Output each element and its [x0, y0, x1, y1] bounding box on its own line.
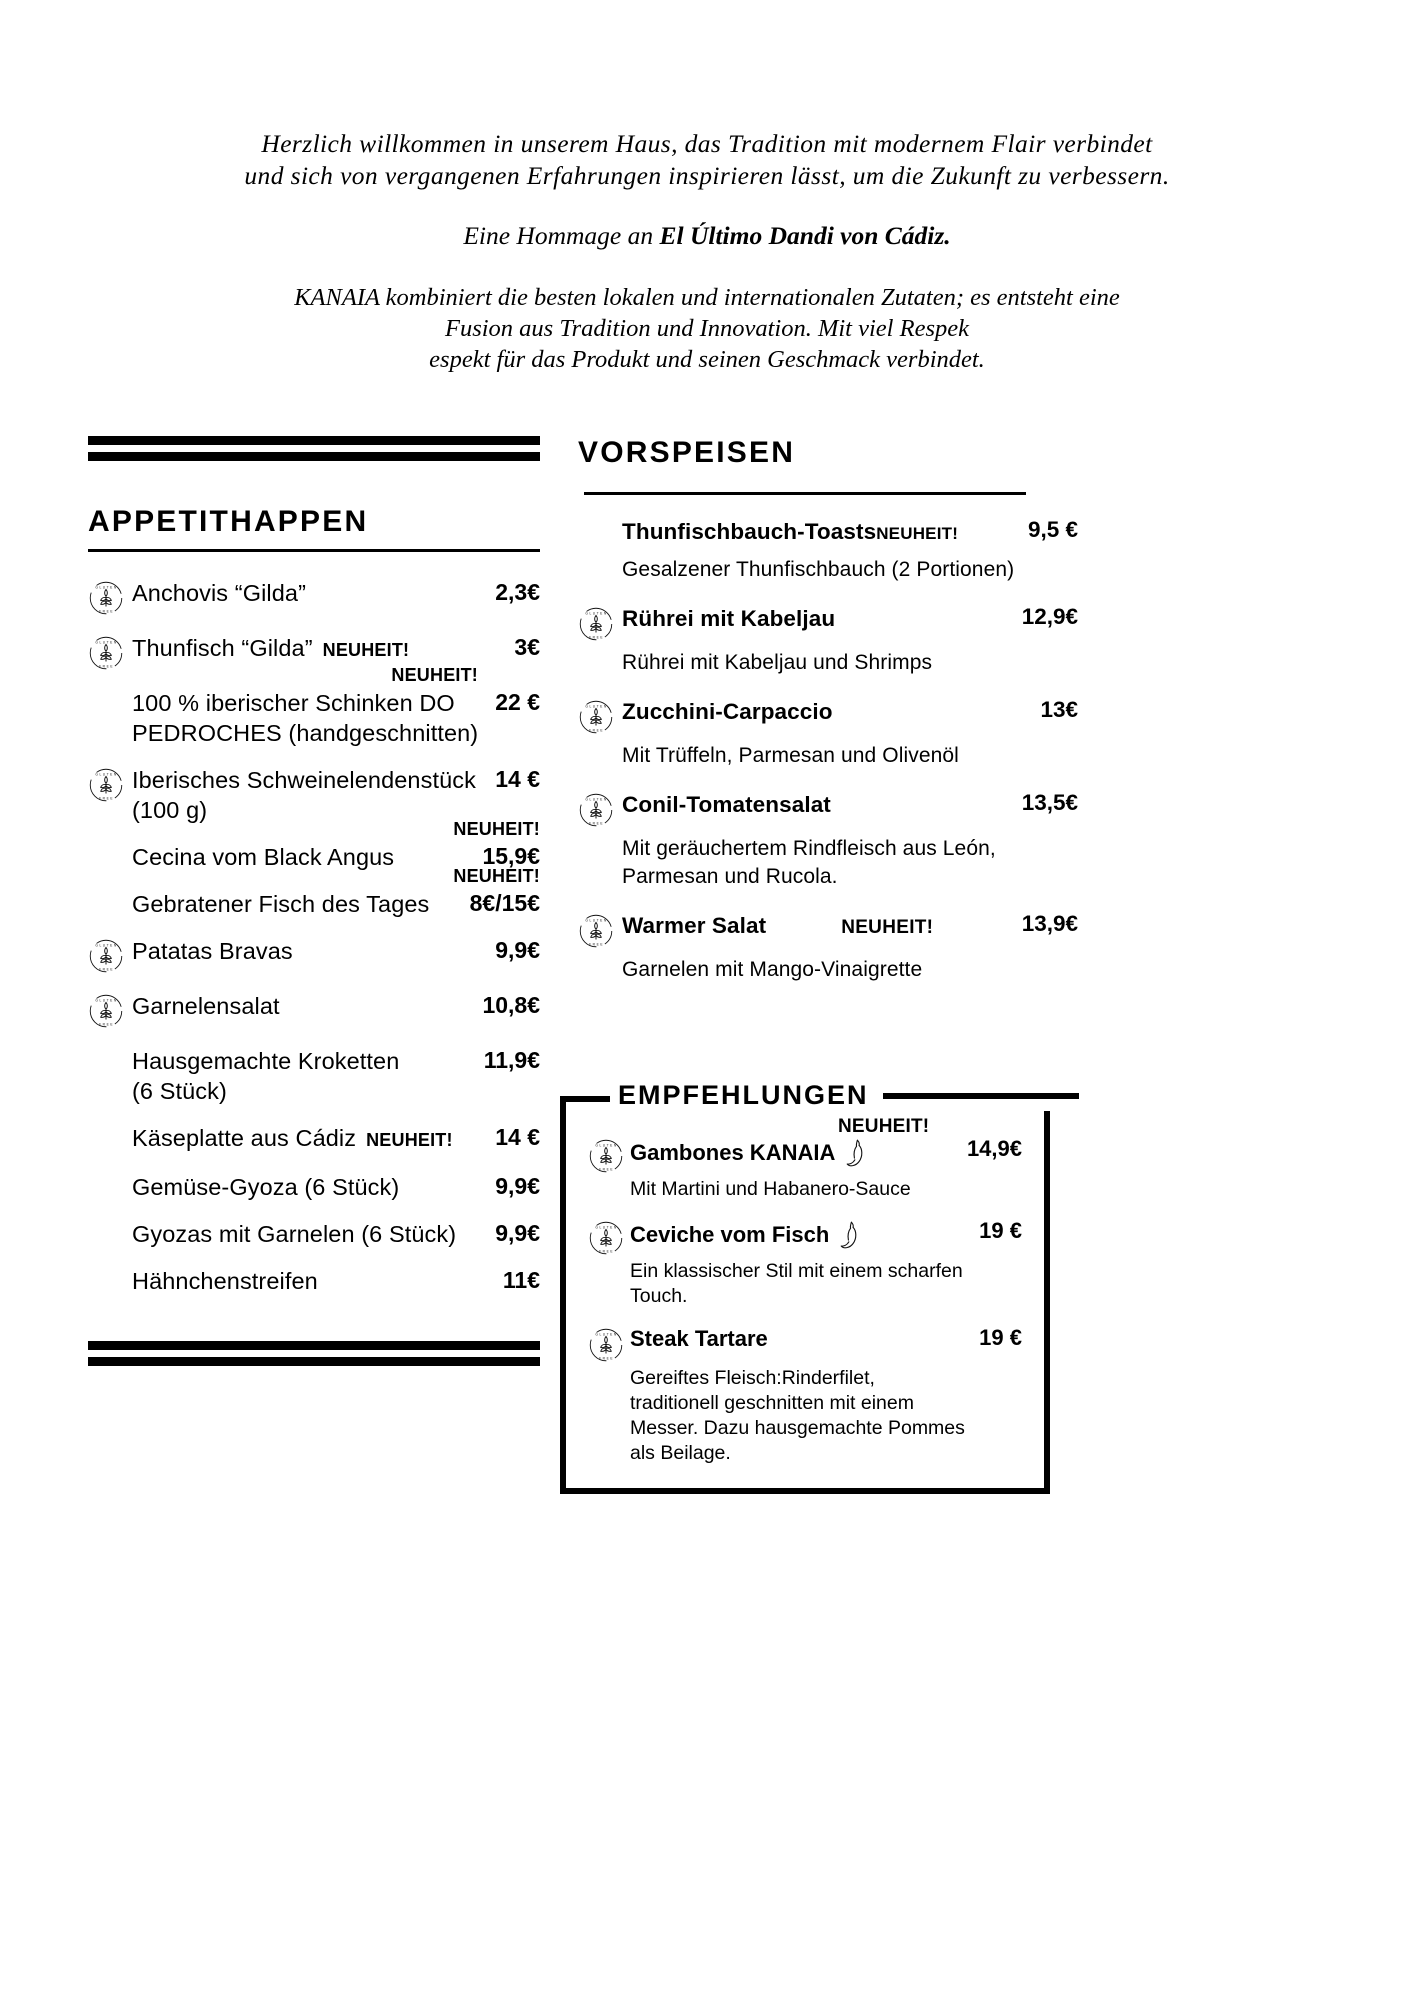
svg-text:G L U T E N: G L U T E N [95, 998, 117, 1003]
menu-item-price: 3€ [514, 634, 540, 660]
menu-item [578, 911, 1078, 984]
menu-item-price: 11€ [502, 1267, 540, 1293]
svg-text:G L U T E N: G L U T E N [595, 1332, 617, 1337]
rule-bar [88, 436, 540, 445]
menu-item-price: 15,9€ [482, 843, 540, 869]
menu-item [88, 578, 540, 616]
svg-text:G L U T E N: G L U T E N [585, 704, 607, 709]
new-badge: NEUHEIT! [453, 819, 540, 839]
badge-slot [88, 1046, 132, 1048]
menu-item-row [578, 697, 1078, 735]
svg-text:G L U T E N: G L U T E N [595, 1225, 617, 1230]
menu-item [88, 936, 540, 974]
recommended-item-price: 19 € [979, 1218, 1022, 1243]
svg-text:F R E E: F R E E [99, 1022, 113, 1027]
vorspeisen-header [578, 436, 1078, 470]
recommended-item-name: Gambones KANAIA [630, 1136, 967, 1170]
menu-item-name: Anchovis “Gilda” [132, 580, 306, 606]
menu-item-description: Mit geräuchertem Rindfleisch aus León, Parmesan und Rucola. [622, 837, 996, 888]
svg-text:F R E E: F R E E [599, 1249, 613, 1254]
menu-item-price: 9,9€ [495, 1220, 540, 1246]
rule-bar [88, 1341, 540, 1350]
new-badge: NEUHEIT! [876, 524, 959, 543]
svg-text:G L U T E N: G L U T E N [585, 797, 607, 802]
intro-p3-line-1: KANAIA kombiniert die besten lokalen und internationalen Zutaten; es entsteht eine [294, 284, 1120, 311]
menu-item-name: Hähnchenstreifen [132, 1268, 318, 1294]
menu-item-price: 9,9€ [495, 937, 540, 963]
badge-slot [578, 790, 622, 828]
appetithappen-title: APPETITHAPPEN [88, 505, 369, 538]
svg-text:F R E E: F R E E [589, 635, 603, 640]
svg-text:F R E E: F R E E [589, 942, 603, 947]
empfehlungen-header [610, 1080, 1085, 1111]
badge-slot [88, 936, 132, 974]
recommended-item-row [588, 1325, 1022, 1363]
menu-item-price: 11,9€ [483, 1047, 540, 1073]
svg-text:G L U T E N: G L U T E N [595, 1143, 617, 1148]
hommage-strong: El Último Dandi von Cádiz. [659, 221, 951, 250]
menu-item-price: 12,9€ [1021, 604, 1078, 629]
badge-slot [588, 1136, 630, 1174]
badge-slot [88, 1172, 132, 1174]
svg-text:G L U T E N: G L U T E N [95, 640, 117, 645]
menu-item [88, 991, 540, 1029]
menu-item-name: Hausgemachte Kroketten (6 Stück) [132, 1048, 400, 1104]
svg-text:F R E E: F R E E [99, 967, 113, 972]
badge-slot [88, 889, 132, 891]
vorspeisen-list [578, 517, 1078, 984]
badge-slot [88, 1219, 132, 1221]
empfehlungen-box [560, 1080, 1050, 1494]
menu-item-name: Zucchini-Carpaccio [622, 699, 833, 724]
badge-slot [88, 688, 132, 690]
menu-item-price: 2,3€ [495, 579, 540, 605]
menu-item [88, 1172, 540, 1202]
appetithappen-bottom-rule [88, 1341, 540, 1366]
new-badge: NEUHEIT! [838, 1116, 930, 1137]
badge-slot [578, 604, 622, 642]
recommended-item [588, 1325, 1022, 1466]
menu-item-row [578, 517, 1078, 549]
badge-slot [88, 991, 132, 1029]
recommended-item-row [588, 1136, 1022, 1174]
new-badge: NEUHEIT! [322, 640, 410, 660]
menu-item [88, 1219, 540, 1249]
empfehlungen-list [588, 1116, 1022, 1466]
menu-item-description: Rührei mit Kabeljau und Shrimps [622, 651, 933, 674]
menu-item-name: Conil-Tomatensalat [622, 792, 831, 817]
gluten-free-icon [578, 792, 614, 828]
menu-item-price: 14 € [495, 1124, 540, 1150]
menu-item [88, 1266, 540, 1296]
menu-item [88, 765, 540, 825]
menu-item-price: 9,5 € [1027, 517, 1078, 542]
intro-line-2: und sich von vergangenen Erfahrungen inspirieren lässt, um die Zukunft zu verbessern. [244, 161, 1170, 190]
badge-slot [578, 911, 622, 949]
chili-pepper-icon [841, 1136, 867, 1170]
menu-item-price: 8€/15€ [469, 890, 540, 916]
gluten-free-icon [88, 767, 124, 803]
menu-item-price: 13,9€ [1021, 911, 1078, 936]
menu-item-row [578, 911, 1078, 949]
menu-item-row [578, 790, 1078, 828]
hommage-prefix: Eine Hommage an [463, 221, 660, 250]
appetithappen-top-rule [88, 436, 540, 461]
new-badge: NEUHEIT! [841, 917, 934, 938]
svg-text:F R E E: F R E E [599, 1356, 613, 1361]
menu-item-name: Garnelensalat [132, 993, 280, 1019]
menu-item-price: 13,5€ [1021, 790, 1078, 815]
recommended-item [588, 1116, 1022, 1202]
menu-item-name: Rührei mit Kabeljau [622, 606, 836, 631]
svg-text:F R E E: F R E E [599, 1167, 613, 1172]
menu-item-price: 14 € [495, 766, 540, 792]
menu-item-name: Warmer Salat NEUHEIT! [622, 911, 1022, 943]
vorspeisen-underline [584, 492, 1026, 495]
intro-block [0, 128, 1414, 375]
menu-item-name: Gebratener Fisch des Tages [132, 891, 430, 917]
empfehlungen-header-rule [883, 1093, 1079, 1099]
svg-text:F R E E: F R E E [99, 609, 113, 614]
recommended-item-price: 14,9€ [966, 1136, 1022, 1161]
intro-p3-line-3: espekt für das Produkt und seinen Geschmack verbindet. [429, 346, 985, 373]
menu-item [578, 697, 1078, 770]
intro-paragraph-3 [0, 282, 1414, 375]
badge-slot [588, 1325, 630, 1363]
recommended-item-description: Gereiftes Fleisch:Rinderfilet, traditionell geschnitten mit einem Messer. Dazu hausgemachte Pommes als Beilage. [630, 1367, 965, 1464]
menu-item-name: 100 % iberischer Schinken DO PEDROCHES (handgeschnitten) [132, 690, 479, 746]
svg-text:G L U T E N: G L U T E N [585, 611, 607, 616]
vorspeisen-column [578, 436, 1078, 1004]
chili-pepper-icon [835, 1218, 861, 1252]
menu-item-description: Mit Trüffeln, Parmesan und Olivenöl [622, 744, 959, 767]
recommended-item-description: Ein klassischer Stil mit einem scharfen Touch. [630, 1260, 963, 1307]
menu-item-price: 10,8€ [482, 992, 540, 1018]
new-badge: NEUHEIT! [453, 866, 540, 886]
badge-slot [578, 697, 622, 735]
rule-bar [88, 452, 540, 461]
gluten-free-icon [578, 606, 614, 642]
badge-slot [88, 765, 132, 803]
badge-slot [588, 1218, 630, 1256]
menu-item-name: Cecina vom Black Angus [132, 844, 395, 870]
gluten-free-icon [88, 635, 124, 671]
recommended-item [588, 1218, 1022, 1309]
menu-item-price: 13€ [1040, 697, 1078, 722]
gluten-free-icon [88, 580, 124, 616]
menu-item-row [578, 604, 1078, 642]
gluten-free-icon [588, 1138, 624, 1174]
new-badge: NEUHEIT! [391, 665, 478, 685]
menu-item-name: Gemüse-Gyoza (6 Stück) [132, 1174, 400, 1200]
gluten-free-icon [588, 1220, 624, 1256]
recommended-item-description: Mit Martini und Habanero-Sauce [630, 1178, 911, 1200]
gluten-free-icon [578, 699, 614, 735]
badge-slot [88, 633, 132, 671]
vorspeisen-title: VORSPEISEN [578, 436, 796, 469]
svg-text:G L U T E N: G L U T E N [585, 918, 607, 923]
badge-slot [88, 578, 132, 616]
badge-slot [88, 1266, 132, 1268]
new-badge: NEUHEIT! [366, 1130, 453, 1150]
menu-item-name: Käseplatte aus Cádiz NEUHEIT! [132, 1125, 453, 1151]
menu-item [88, 1123, 540, 1155]
svg-text:F R E E: F R E E [99, 664, 113, 669]
badge-slot [88, 1123, 132, 1125]
menu-item-name: Patatas Bravas [132, 938, 293, 964]
menu-item-name: Thunfisch “Gilda” NEUHEIT! [132, 635, 410, 661]
svg-text:G L U T E N: G L U T E N [95, 585, 117, 590]
badge-slot [578, 517, 622, 519]
menu-item [88, 1046, 540, 1106]
recommended-item-name: Ceviche vom Fisch [630, 1218, 979, 1252]
svg-text:F R E E: F R E E [589, 728, 603, 733]
menu-item-price: 22 € [495, 689, 540, 715]
appetithappen-column [88, 436, 540, 1366]
empfehlungen-title: EMPFEHLUNGEN [610, 1080, 883, 1111]
svg-text:F R E E: F R E E [99, 796, 113, 801]
intro-line-1: Herzlich willkommen in unserem Haus, das Tradition mit modernem Flair verbindet [261, 129, 1153, 158]
menu-item-name: Thunfischbauch-Toasts NEUHEIT! [622, 517, 1028, 549]
gluten-free-icon [88, 993, 124, 1029]
menu-item [88, 866, 540, 919]
empfehlungen-section [560, 1080, 1050, 1494]
recommended-item-row [588, 1218, 1022, 1256]
appetithappen-list [88, 578, 540, 1296]
menu-item-name: Gyozas mit Garnelen (6 Stück) [132, 1221, 457, 1247]
menu-item [578, 517, 1078, 584]
menu-item-description: Garnelen mit Mango-Vinaigrette [622, 958, 923, 981]
badge-slot [88, 842, 132, 844]
gluten-free-icon [578, 913, 614, 949]
menu-item-name: Iberisches Schweinelendenstück (100 g) [132, 767, 476, 823]
menu-item [578, 790, 1078, 891]
menu-item-description: Gesalzener Thunfischbauch (2 Portionen) [622, 558, 1015, 581]
gluten-free-icon [588, 1327, 624, 1363]
intro-p3-line-2: Fusion aus Tradition und Innovation. Mit viel Respek [445, 315, 969, 342]
svg-text:F R E E: F R E E [589, 821, 603, 826]
svg-text:G L U T E N: G L U T E N [95, 943, 117, 948]
menu-item [578, 604, 1078, 677]
hommage-line [0, 220, 1414, 252]
appetithappen-underline [88, 549, 540, 552]
recommended-item-name: Steak Tartare [630, 1326, 768, 1351]
recommended-item-price: 19 € [979, 1325, 1022, 1350]
menu-item-price: 9,9€ [495, 1173, 540, 1199]
rule-bar [88, 1357, 540, 1366]
svg-text:G L U T E N: G L U T E N [95, 772, 117, 777]
gluten-free-icon [88, 938, 124, 974]
